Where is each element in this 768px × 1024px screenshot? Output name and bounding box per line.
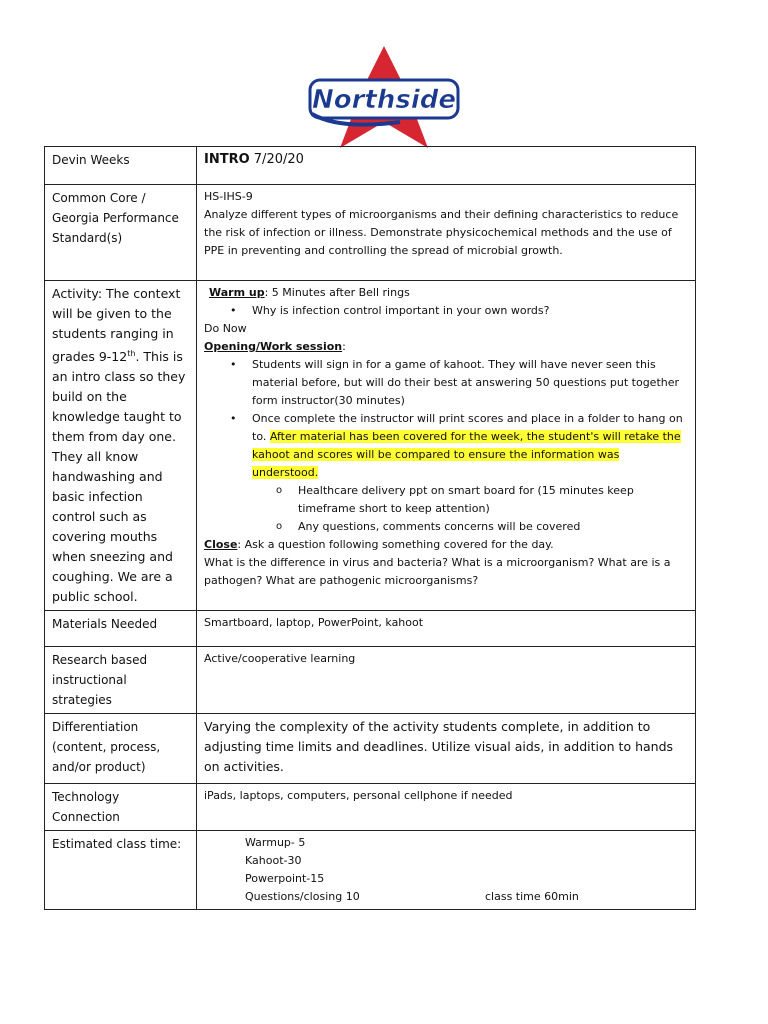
time-kahoot: Kahoot-30 [245, 854, 302, 868]
course-date: 7/20/20 [249, 152, 304, 167]
materials-value: Smartboard, laptop, PowerPoint, kahoot [197, 611, 696, 647]
logo-text: Northside [311, 85, 457, 115]
close-text: : Ask a question following something covered for the day. [237, 538, 554, 551]
warmup-list [204, 302, 688, 320]
time-last-row [245, 888, 688, 906]
opening-label: Opening/Work session [204, 340, 343, 353]
opening-list [204, 356, 688, 536]
technology-label: Technology Connection [45, 784, 197, 831]
technology-value: iPads, laptops, computers, personal cellphone if needed [197, 784, 696, 831]
time-breakdown [204, 834, 688, 906]
warmup-bullet: • Why is infection control important in your own words? [204, 302, 688, 320]
materials-label: Materials Needed [45, 611, 197, 647]
activity-cell [197, 281, 696, 611]
standard-row [45, 185, 696, 281]
close-label: Close [204, 538, 238, 551]
activity-label-rest: . This is an intro class so they build on the knowledge taught to them from day one. They all know handwashing and basic infection control such as covering mouths when sneezing and coughing. We are a public school. [52, 349, 186, 605]
standard-code: HS-IHS-9 [204, 190, 253, 203]
differentiation-value: Varying the complexity of the activity students complete, in addition to adjusting time limits and deadlines. Utilize visual aids, in addition to hands on activities. [197, 714, 696, 784]
activity-label-text: Activity: The context will be given to the students ranging in grades 9-12 [52, 286, 181, 365]
activity-label [45, 281, 197, 611]
teacher-name: Devin Weeks [45, 147, 197, 185]
close-questions: What is the difference in virus and bacteria? What is a microorganism? What are is a pathogen? What are pathogenic microorganisms? [204, 556, 671, 587]
activity-row [45, 281, 696, 611]
opening-line [204, 338, 688, 356]
time-total: class time 60min [485, 890, 579, 904]
time-powerpoint: Powerpoint-15 [245, 872, 325, 886]
differentiation-row [45, 714, 696, 784]
time-warmup: Warmup- 5 [245, 836, 306, 850]
differentiation-label: Differentiation (content, process, and/or product) [45, 714, 197, 784]
sub-bullet-2: o Any questions, comments concerns will be covered [204, 518, 688, 536]
opening-bullet-2 [204, 410, 688, 482]
time-label: Estimated class time: [45, 831, 197, 910]
research-label: Research based instructional strategies [45, 647, 197, 714]
northside-logo [300, 44, 468, 148]
research-value: Active/cooperative learning [197, 647, 696, 714]
research-row [45, 647, 696, 714]
standard-label: Common Core / Georgia Performance Standard(s) [45, 185, 197, 281]
standard-text: Analyze different types of microorganisms and their defining characteristics to reduce the risk of infection or illness. Demonstrate physicochemical methods and the use of PPE in preventing and controlling the spread of microbial growth. [204, 208, 679, 257]
do-now: Do Now [204, 322, 247, 335]
technology-row [45, 784, 696, 831]
opening-colon: : [342, 340, 346, 353]
time-row [45, 831, 696, 910]
lesson-plan-table [44, 146, 696, 910]
standard-cell [197, 185, 696, 281]
warmup-line [204, 284, 688, 302]
course-name: INTRO [204, 152, 250, 167]
header-row [45, 147, 696, 185]
opening-bullet-1: • Students will sign in for a game of kahoot. They will have never seen this material before, but will do their best at answering 50 questions put together form instructor(30 minutes) [204, 356, 688, 410]
materials-row [45, 611, 696, 647]
highlighted-text: After material has been covered for the week, the student's will retake the kahoot and scores will be compared to ensure the information was understood. [252, 430, 681, 479]
warmup-label: Warm up [209, 286, 265, 299]
sub-bullet-1: o Healthcare delivery ppt on smart board for (15 minutes keep timeframe short to keep attention) [204, 482, 688, 518]
bullet-2-text: Once complete the instructor will print scores and place in a folder to hang on to. [252, 412, 683, 443]
course-title [197, 147, 696, 185]
time-cell [197, 831, 696, 910]
close-line [204, 536, 688, 554]
time-closing: Questions/closing 10 [245, 890, 360, 904]
activity-label-sup: th [127, 349, 136, 358]
warmup-text: : 5 Minutes after Bell rings [264, 286, 410, 299]
